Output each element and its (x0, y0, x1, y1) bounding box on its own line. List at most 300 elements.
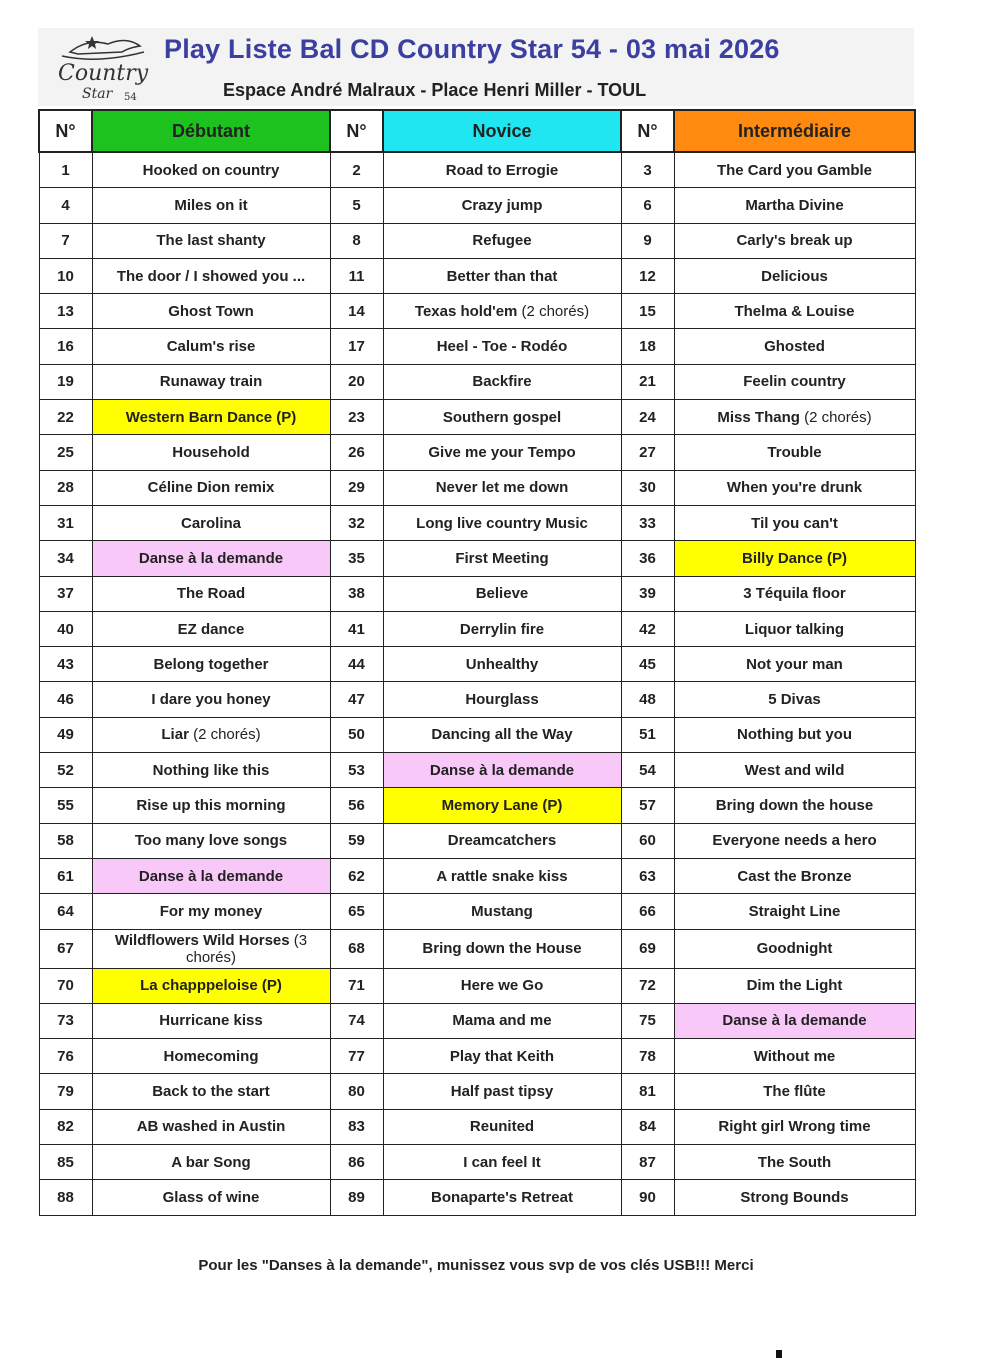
dance-title-text: Glass of wine (162, 1188, 260, 1206)
dance-title-intermediaire (674, 1039, 915, 1074)
dance-number: 25 (39, 435, 92, 470)
dance-title-text: Thelma & Louise (734, 302, 855, 320)
dance-title-text: Til you can't (751, 514, 838, 532)
dance-number: 62 (330, 858, 383, 893)
dance-title-intermediaire (674, 329, 915, 364)
dance-title-novice (383, 753, 621, 788)
dance-title-text: Céline Dion remix (147, 479, 275, 497)
dance-title-intermediaire (674, 1180, 915, 1215)
dance-title-debutant (92, 968, 330, 1003)
dance-number: 46 (39, 682, 92, 717)
stray-mark (776, 1350, 782, 1358)
dance-title-debutant (92, 505, 330, 540)
dance-title-text: Mama and me (452, 1012, 552, 1030)
dance-title-intermediaire (674, 188, 915, 223)
dance-title-debutant (92, 1074, 330, 1109)
dance-title-text: Straight Line (748, 902, 841, 920)
table-row (39, 541, 915, 576)
table-row (39, 1039, 915, 1074)
dance-number: 76 (39, 1039, 92, 1074)
table-row (39, 1145, 915, 1180)
dance-title-text: Here we Go (460, 977, 544, 995)
dance-title-novice (383, 576, 621, 611)
dance-title-text: Danse à la demande (138, 867, 284, 885)
dance-number: 75 (621, 1003, 674, 1038)
dance-title-text: Believe (475, 585, 529, 603)
dance-title-text: Crazy jump (461, 196, 543, 214)
table-row (39, 929, 915, 968)
dance-title-text: Liquor talking (744, 620, 845, 638)
dance-title-debutant (92, 435, 330, 470)
dance-number: 31 (39, 505, 92, 540)
dance-number: 27 (621, 435, 674, 470)
dance-number: 37 (39, 576, 92, 611)
dance-number: 38 (330, 576, 383, 611)
dance-title-text: Runaway train (159, 373, 263, 391)
dance-number: 35 (330, 541, 383, 576)
dance-title-intermediaire (674, 682, 915, 717)
dance-title-text: Miss Thang (717, 408, 800, 426)
dance-number: 58 (39, 823, 92, 858)
dance-number: 22 (39, 400, 92, 435)
dance-title-text: Ghosted (764, 338, 825, 356)
dance-title-text: Trouble (767, 444, 822, 462)
dance-title-text: Never let me down (435, 479, 569, 497)
dance-title-novice (383, 647, 621, 682)
dance-title-novice (383, 894, 621, 929)
dance-title-debutant (92, 364, 330, 399)
dance-number: 20 (330, 364, 383, 399)
dance-number: 85 (39, 1145, 92, 1180)
dance-title-novice (383, 1074, 621, 1109)
dance-title-debutant (92, 1180, 330, 1215)
dance-title-text: Mustang (471, 902, 533, 920)
dance-title-novice (383, 929, 621, 968)
dance-number: 57 (621, 788, 674, 823)
dance-number: 10 (39, 258, 92, 293)
table-row (39, 258, 915, 293)
dance-title-text: Right girl Wrong time (718, 1118, 871, 1136)
dance-title-text: West and wild (744, 761, 845, 779)
dance-title-text: AB washed in Austin (136, 1118, 286, 1136)
dance-title-debutant (92, 329, 330, 364)
dance-title-intermediaire (674, 968, 915, 1003)
dance-number: 87 (621, 1145, 674, 1180)
dance-number: 19 (39, 364, 92, 399)
playlist-table (38, 109, 916, 1216)
dance-title-text: Danse à la demande (429, 761, 575, 779)
dance-title-text: Martha Divine (745, 196, 844, 214)
dance-number: 12 (621, 258, 674, 293)
dance-title-text: The Card you Gamble (716, 161, 873, 179)
dance-title-debutant (92, 258, 330, 293)
dance-title-novice (383, 823, 621, 858)
dance-title-text: The South (757, 1153, 832, 1171)
dance-title-novice (383, 1003, 621, 1038)
table-row (39, 647, 915, 682)
dance-title-text: Too many love songs (134, 832, 288, 850)
dance-title-text: Texas hold'em (414, 302, 518, 320)
dance-title-debutant (92, 470, 330, 505)
dance-number: 34 (39, 541, 92, 576)
table-row (39, 400, 915, 435)
dance-title-intermediaire (674, 1003, 915, 1038)
dance-title-debutant (92, 188, 330, 223)
table-row (39, 788, 915, 823)
dance-title-text: Strong Bounds (740, 1188, 849, 1206)
dance-number: 9 (621, 223, 674, 258)
dance-title-intermediaire (674, 611, 915, 646)
dance-number: 63 (621, 858, 674, 893)
dance-number: 23 (330, 400, 383, 435)
dance-number: 68 (330, 929, 383, 968)
table-row (39, 858, 915, 893)
dance-number: 44 (330, 647, 383, 682)
choreo-count-note: (2 chorés) (799, 408, 872, 426)
page-title: Play Liste Bal CD Country Star 54 - 03 mai 2026 (164, 34, 780, 64)
column-header-debutant: Débutant (92, 110, 330, 152)
dance-title-debutant (92, 400, 330, 435)
dance-title-debutant (92, 541, 330, 576)
dance-number: 7 (39, 223, 92, 258)
dance-number: 2 (330, 152, 383, 188)
table-row (39, 1074, 915, 1109)
column-header-number: N° (621, 110, 674, 152)
dance-number: 13 (39, 294, 92, 329)
dance-number: 1 (39, 152, 92, 188)
dance-title-intermediaire (674, 576, 915, 611)
dance-number: 83 (330, 1109, 383, 1144)
dance-title-text: First Meeting (455, 549, 549, 567)
dance-title-novice (383, 223, 621, 258)
dance-number: 60 (621, 823, 674, 858)
dance-title-novice (383, 258, 621, 293)
dance-title-intermediaire (674, 1074, 915, 1109)
dance-title-text: Billy Dance (P) (741, 549, 848, 567)
dance-title-text: Cast the Bronze (737, 867, 852, 885)
dance-number: 54 (621, 753, 674, 788)
dance-title-text: The flûte (763, 1083, 826, 1101)
dance-title-text: Play that Keith (449, 1047, 555, 1065)
dance-number: 82 (39, 1109, 92, 1144)
dance-title-debutant (92, 1109, 330, 1144)
dance-number: 53 (330, 753, 383, 788)
table-row (39, 611, 915, 646)
table-row (39, 329, 915, 364)
dance-title-text: I dare you honey (151, 691, 271, 709)
dance-title-novice (383, 1039, 621, 1074)
dance-number: 89 (330, 1180, 383, 1215)
dance-title-debutant (92, 717, 330, 752)
dance-title-debutant (92, 788, 330, 823)
dance-title-novice (383, 1145, 621, 1180)
table-row (39, 1003, 915, 1038)
dance-title-debutant (92, 611, 330, 646)
dance-title-text: EZ dance (177, 620, 245, 638)
dance-title-debutant (92, 682, 330, 717)
dance-number: 50 (330, 717, 383, 752)
dance-number: 73 (39, 1003, 92, 1038)
dance-title-intermediaire (674, 788, 915, 823)
dance-title-text: Dim the Light (746, 977, 843, 995)
dance-number: 88 (39, 1180, 92, 1215)
table-row (39, 294, 915, 329)
dance-title-intermediaire (674, 470, 915, 505)
dance-title-intermediaire (674, 1145, 915, 1180)
dance-number: 55 (39, 788, 92, 823)
dance-title-text: Liar (161, 726, 189, 744)
dance-number: 90 (621, 1180, 674, 1215)
dance-number: 84 (621, 1109, 674, 1144)
svg-text:Star: Star (82, 86, 113, 102)
column-header-number: N° (330, 110, 383, 152)
table-row (39, 717, 915, 752)
dance-number: 72 (621, 968, 674, 1003)
dance-title-text: A bar Song (171, 1153, 251, 1171)
dance-number: 70 (39, 968, 92, 1003)
dance-title-text: Back to the start (152, 1083, 270, 1101)
dance-title-debutant (92, 647, 330, 682)
dance-title-debutant (92, 294, 330, 329)
dance-title-text: Dreamcatchers (447, 832, 557, 850)
dance-title-debutant (92, 858, 330, 893)
dance-number: 69 (621, 929, 674, 968)
dance-number: 4 (39, 188, 92, 223)
header-band (38, 28, 914, 106)
dance-title-debutant (92, 823, 330, 858)
dance-title-text: Miles on it (174, 196, 248, 214)
dance-title-text: A rattle snake kiss (436, 867, 568, 885)
dance-number: 8 (330, 223, 383, 258)
country-star-logo (48, 30, 150, 104)
footer-note: Pour les "Danses à la demande", munissez vous svp de vos clés USB!!! Merci (198, 1257, 754, 1274)
dance-title-novice (383, 682, 621, 717)
dance-title-novice (383, 400, 621, 435)
column-header-intermediaire: Intermédiaire (674, 110, 915, 152)
column-header-novice: Novice (383, 110, 621, 152)
dance-title-novice (383, 152, 621, 188)
dance-title-text: The last shanty (156, 232, 266, 250)
dance-number: 59 (330, 823, 383, 858)
dance-title-novice (383, 1180, 621, 1215)
dance-number: 36 (621, 541, 674, 576)
dance-number: 48 (621, 682, 674, 717)
dance-number: 56 (330, 788, 383, 823)
dance-title-intermediaire (674, 541, 915, 576)
dance-title-text: Road to Errogie (445, 161, 559, 179)
dance-title-text: Hourglass (465, 691, 539, 709)
dance-title-text: Bring down the House (422, 940, 582, 958)
table-row (39, 188, 915, 223)
dance-title-intermediaire (674, 717, 915, 752)
dance-title-novice (383, 858, 621, 893)
dance-title-novice (383, 294, 621, 329)
dance-number: 33 (621, 505, 674, 540)
dance-title-text: Household (172, 444, 250, 462)
dance-title-text: For my money (159, 902, 263, 920)
dance-title-text: Hurricane kiss (159, 1012, 263, 1030)
dance-title-intermediaire (674, 1109, 915, 1144)
venue-subtitle: Espace André Malraux - Place Henri Miller - TOUL (223, 80, 647, 100)
choreo-count-note: (3 chorés) (185, 931, 308, 966)
dance-number: 71 (330, 968, 383, 1003)
dance-title-text: Dancing all the Way (431, 726, 573, 744)
dance-title-text: Hooked on country (142, 161, 280, 179)
dance-title-intermediaire (674, 294, 915, 329)
dance-number: 17 (330, 329, 383, 364)
table-row (39, 1109, 915, 1144)
dance-title-text: Delicious (761, 267, 828, 285)
dance-number: 42 (621, 611, 674, 646)
dance-title-text: When you're drunk (726, 479, 863, 497)
dance-number: 81 (621, 1074, 674, 1109)
dance-title-novice (383, 470, 621, 505)
dance-title-intermediaire (674, 505, 915, 540)
dance-title-text: The Road (176, 585, 246, 603)
dance-title-intermediaire (674, 753, 915, 788)
dance-title-text: Goodnight (756, 940, 833, 958)
dance-number: 45 (621, 647, 674, 682)
dance-title-debutant (92, 223, 330, 258)
dance-number: 51 (621, 717, 674, 752)
dance-title-intermediaire (674, 435, 915, 470)
dance-title-intermediaire (674, 258, 915, 293)
table-row (39, 753, 915, 788)
dance-title-text: Southern gospel (442, 408, 562, 426)
dance-title-text: Carly's break up (736, 232, 853, 250)
dance-number: 30 (621, 470, 674, 505)
dance-title-novice (383, 505, 621, 540)
dance-number: 49 (39, 717, 92, 752)
dance-title-text: Reunited (469, 1118, 535, 1136)
dance-title-text: 5 Divas (768, 691, 821, 709)
table-row (39, 470, 915, 505)
dance-title-debutant (92, 1145, 330, 1180)
dance-title-novice (383, 968, 621, 1003)
table-row (39, 152, 915, 188)
table-row (39, 364, 915, 399)
dance-number: 64 (39, 894, 92, 929)
dance-title-intermediaire (674, 152, 915, 188)
dance-title-text: Danse à la demande (138, 549, 284, 567)
dance-title-novice (383, 1109, 621, 1144)
dance-title-text: Not your man (746, 655, 843, 673)
dance-title-novice (383, 788, 621, 823)
dance-number: 41 (330, 611, 383, 646)
dance-title-text: Feelin country (743, 373, 846, 391)
table-row (39, 1180, 915, 1215)
dance-number: 6 (621, 188, 674, 223)
dance-title-text: Nothing but you (737, 726, 852, 744)
dance-number: 5 (330, 188, 383, 223)
dance-title-text: The door / I showed you ... (116, 267, 306, 285)
svg-text:Country: Country (58, 61, 149, 86)
dance-number: 21 (621, 364, 674, 399)
dance-number: 78 (621, 1039, 674, 1074)
table-row (39, 505, 915, 540)
dance-title-text: Danse à la demande (722, 1012, 867, 1030)
dance-number: 28 (39, 470, 92, 505)
table-row (39, 576, 915, 611)
dance-number: 16 (39, 329, 92, 364)
dance-number: 43 (39, 647, 92, 682)
dance-title-text: Without me (753, 1047, 836, 1065)
svg-text:54: 54 (124, 92, 137, 103)
dance-title-text: Half past tipsy (450, 1083, 554, 1101)
dance-title-text: Memory Lane (P) (441, 796, 563, 814)
dance-title-novice (383, 435, 621, 470)
choreo-count-note: (2 chorés) (188, 726, 261, 744)
dance-title-novice (383, 329, 621, 364)
dance-title-text: Carolina (180, 514, 241, 532)
table-header-row (39, 110, 915, 152)
dance-title-intermediaire (674, 364, 915, 399)
dance-title-text: Derrylin fire (459, 620, 545, 638)
dance-title-text: Backfire (472, 373, 532, 391)
dance-number: 14 (330, 294, 383, 329)
dance-number: 66 (621, 894, 674, 929)
dance-title-novice (383, 611, 621, 646)
dance-title-text: Homecoming (163, 1047, 259, 1065)
dance-number: 65 (330, 894, 383, 929)
table-row (39, 968, 915, 1003)
dance-title-intermediaire (674, 223, 915, 258)
dance-title-text: Belong together (153, 655, 269, 673)
dance-number: 29 (330, 470, 383, 505)
dance-title-text: Heel - Toe - Rodéo (436, 338, 568, 356)
dance-title-intermediaire (674, 894, 915, 929)
dance-number: 47 (330, 682, 383, 717)
dance-title-text: Long live country Music (416, 514, 588, 532)
dance-title-text: Unhealthy (465, 655, 539, 673)
dance-title-debutant (92, 576, 330, 611)
table-row (39, 682, 915, 717)
dance-title-intermediaire (674, 647, 915, 682)
dance-title-intermediaire (674, 858, 915, 893)
table-row (39, 223, 915, 258)
dance-title-text: Rise up this morning (136, 796, 286, 814)
table-row (39, 894, 915, 929)
dance-number: 61 (39, 858, 92, 893)
dance-title-intermediaire (674, 929, 915, 968)
dance-title-text: Give me your Tempo (428, 444, 576, 462)
dance-title-intermediaire (674, 823, 915, 858)
dance-number: 32 (330, 505, 383, 540)
dance-title-debutant (92, 152, 330, 188)
dance-title-text: Better than that (446, 267, 558, 285)
dance-title-text: Bonaparte's Retreat (431, 1188, 573, 1206)
dance-title-debutant (92, 753, 330, 788)
dance-title-text: Bring down the house (715, 796, 874, 814)
table-row (39, 823, 915, 858)
dance-title-debutant (92, 1039, 330, 1074)
dance-title-text: Wildflowers Wild Horses (114, 931, 290, 949)
dance-title-text: Calum's rise (166, 338, 256, 356)
dance-title-novice (383, 717, 621, 752)
dance-number: 77 (330, 1039, 383, 1074)
dance-title-novice (383, 188, 621, 223)
dance-number: 80 (330, 1074, 383, 1109)
dance-number: 40 (39, 611, 92, 646)
choreo-count-note: (2 chorés) (517, 302, 590, 320)
dance-number: 39 (621, 576, 674, 611)
dance-title-debutant (92, 1003, 330, 1038)
column-header-number: N° (39, 110, 92, 152)
dance-title-intermediaire (674, 400, 915, 435)
dance-title-novice (383, 364, 621, 399)
dance-number: 24 (621, 400, 674, 435)
dance-title-text: Western Barn Dance (P) (125, 408, 297, 426)
